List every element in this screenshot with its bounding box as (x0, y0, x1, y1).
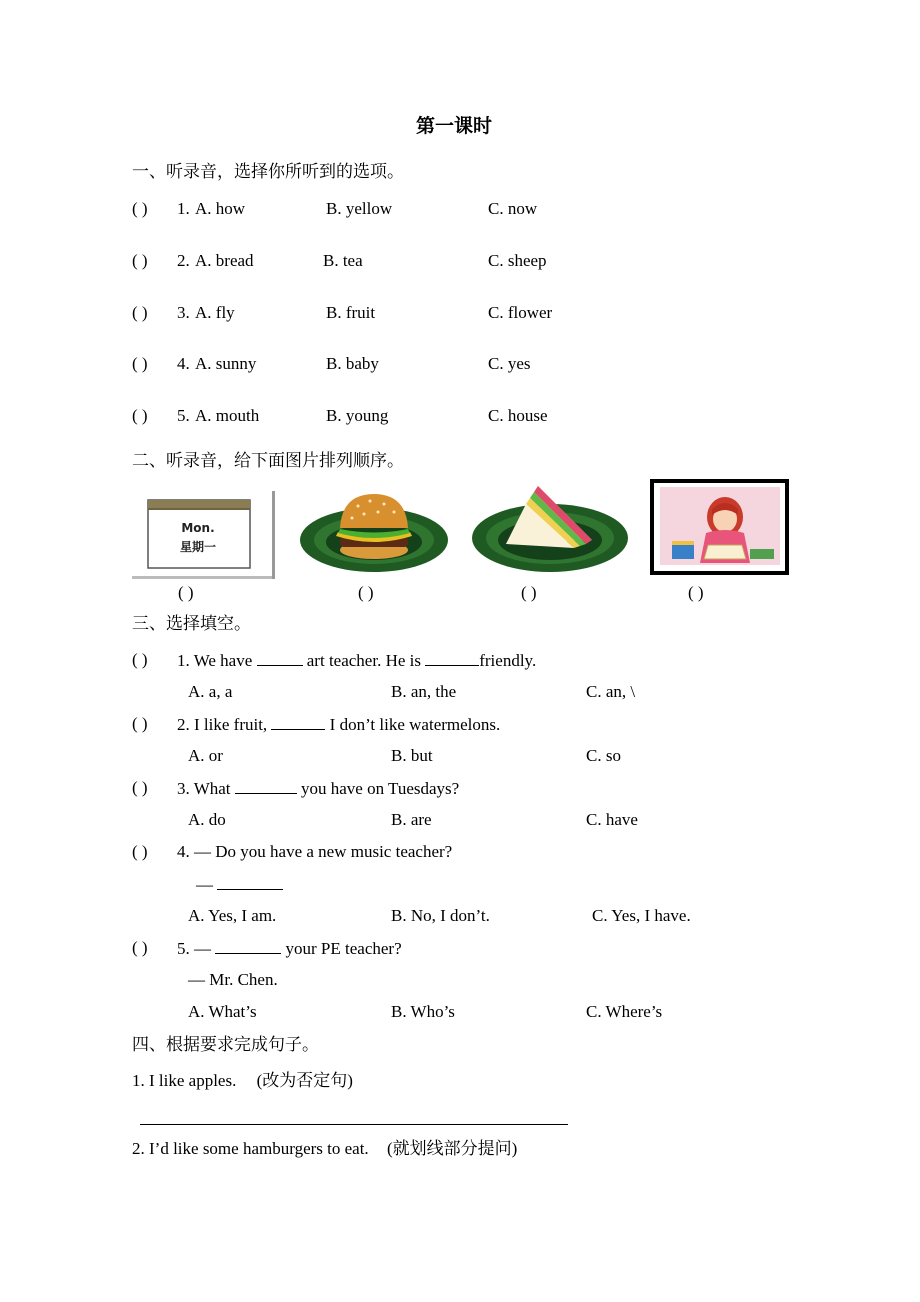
option-c: C. Where’s (586, 1002, 663, 1021)
answer-paren[interactable]: ( ) (132, 778, 148, 797)
option-b: B. fruit (326, 303, 376, 322)
sentence-instruction: (改为否定句) (256, 1071, 353, 1090)
option-b: B. No, I don’t. (391, 906, 490, 925)
section1-heading: 一、听录音，选择你所听到的选项。 (132, 162, 404, 181)
item-number: 5. (177, 406, 190, 425)
option-a: A. a, a (188, 682, 233, 701)
section2-heading: 二、听录音，给下面图片排列顺序。 (132, 451, 404, 470)
picture-order-paren-1[interactable]: ( ) (178, 583, 194, 602)
option-c: C. Yes, I have. (592, 906, 691, 925)
answer-line: — Mr. Chen. (188, 970, 278, 989)
fill-blank[interactable] (215, 939, 281, 954)
option-a: A. or (188, 746, 223, 765)
reply-line (196, 875, 283, 893)
question-text: 2. I like fruit, (177, 715, 268, 734)
answer-paren[interactable]: ( ) (132, 251, 148, 270)
option-b: B. are (391, 810, 432, 829)
question-text: I don’t like watermelons. (329, 715, 501, 734)
calendar-label-cn: 星期一 (179, 540, 217, 554)
page-title: 第一课时 (416, 116, 493, 137)
fill-blank[interactable] (235, 779, 297, 794)
item-number: 4. (177, 354, 190, 373)
question-text: you have on Tuesdays? (301, 779, 460, 798)
fill-blank[interactable] (217, 875, 283, 890)
question-text: 1. We have (177, 651, 253, 670)
option-c: C. so (586, 746, 621, 765)
fill-blank[interactable] (257, 651, 303, 666)
option-b: B. baby (326, 354, 379, 373)
answer-paren[interactable]: ( ) (132, 714, 148, 733)
option-b: B. young (326, 406, 389, 425)
option-b: B. Who’s (391, 1002, 455, 1021)
dash-text: — (196, 875, 213, 894)
question-5 (177, 939, 402, 957)
option-c: C. now (488, 199, 538, 218)
section3-heading: 三、选择填空。 (132, 614, 251, 633)
option-c: C. house (488, 406, 548, 425)
option-a: A. fly (195, 303, 235, 322)
option-a: A. do (188, 810, 226, 829)
option-c: C. flower (488, 303, 553, 322)
question-text: 5. — (177, 939, 211, 958)
sentence-instruction: (就划线部分提问) (386, 1139, 518, 1158)
answer-paren[interactable]: ( ) (132, 650, 148, 669)
answer-paren[interactable]: ( ) (132, 199, 148, 218)
option-a: A. mouth (195, 406, 260, 425)
calendar-label-en: Mon. (181, 521, 215, 535)
option-b: B. yellow (326, 199, 393, 218)
answer-paren[interactable]: ( ) (132, 354, 148, 373)
picture-order-paren-4[interactable]: ( ) (688, 583, 704, 602)
question-2 (177, 715, 500, 733)
item-number: 3. (177, 303, 190, 322)
picture-order-paren-2[interactable]: ( ) (358, 583, 374, 602)
option-b: B. tea (323, 251, 363, 270)
question-text: art teacher. He is (306, 651, 421, 670)
item-number: 2. (177, 251, 190, 270)
question-3 (177, 779, 459, 797)
option-a: A. bread (195, 251, 254, 270)
calendar-picture (132, 488, 277, 580)
sentence-2 (132, 1140, 517, 1157)
option-c: C. an, \ (586, 682, 636, 701)
answer-paren[interactable]: ( ) (132, 303, 148, 322)
fill-blank[interactable] (425, 651, 479, 666)
sandwich-picture (470, 484, 630, 574)
picture-order-paren-3[interactable]: ( ) (521, 583, 537, 602)
option-b: B. but (391, 746, 433, 765)
option-a: A. What’s (188, 1002, 257, 1021)
question-4: 4. — Do you have a new music teacher? (177, 842, 453, 861)
hamburger-picture (298, 488, 450, 574)
option-a: A. Yes, I am. (188, 906, 277, 925)
sentence-text: 2. I’d like some hamburgers to eat. (132, 1139, 369, 1158)
sentence-1 (132, 1072, 353, 1089)
option-b: B. an, the (391, 682, 457, 701)
answer-line-1[interactable] (140, 1124, 568, 1125)
fill-blank[interactable] (271, 715, 325, 730)
section4-heading: 四、根据要求完成句子。 (132, 1035, 319, 1054)
girl-reading-picture (650, 479, 789, 575)
option-a: A. sunny (195, 354, 257, 373)
option-c: C. sheep (488, 251, 547, 270)
sentence-text: 1. I like apples. (132, 1071, 237, 1090)
question-1 (177, 651, 536, 669)
option-c: C. yes (488, 354, 531, 373)
question-text: your PE teacher? (285, 939, 402, 958)
question-text: 3. What (177, 779, 231, 798)
question-text: friendly. (479, 651, 537, 670)
answer-paren[interactable]: ( ) (132, 406, 148, 425)
answer-paren[interactable]: ( ) (132, 842, 148, 861)
answer-paren[interactable]: ( ) (132, 938, 148, 957)
option-a: A. how (195, 199, 246, 218)
option-c: C. have (586, 810, 638, 829)
item-number: 1. (177, 199, 190, 218)
